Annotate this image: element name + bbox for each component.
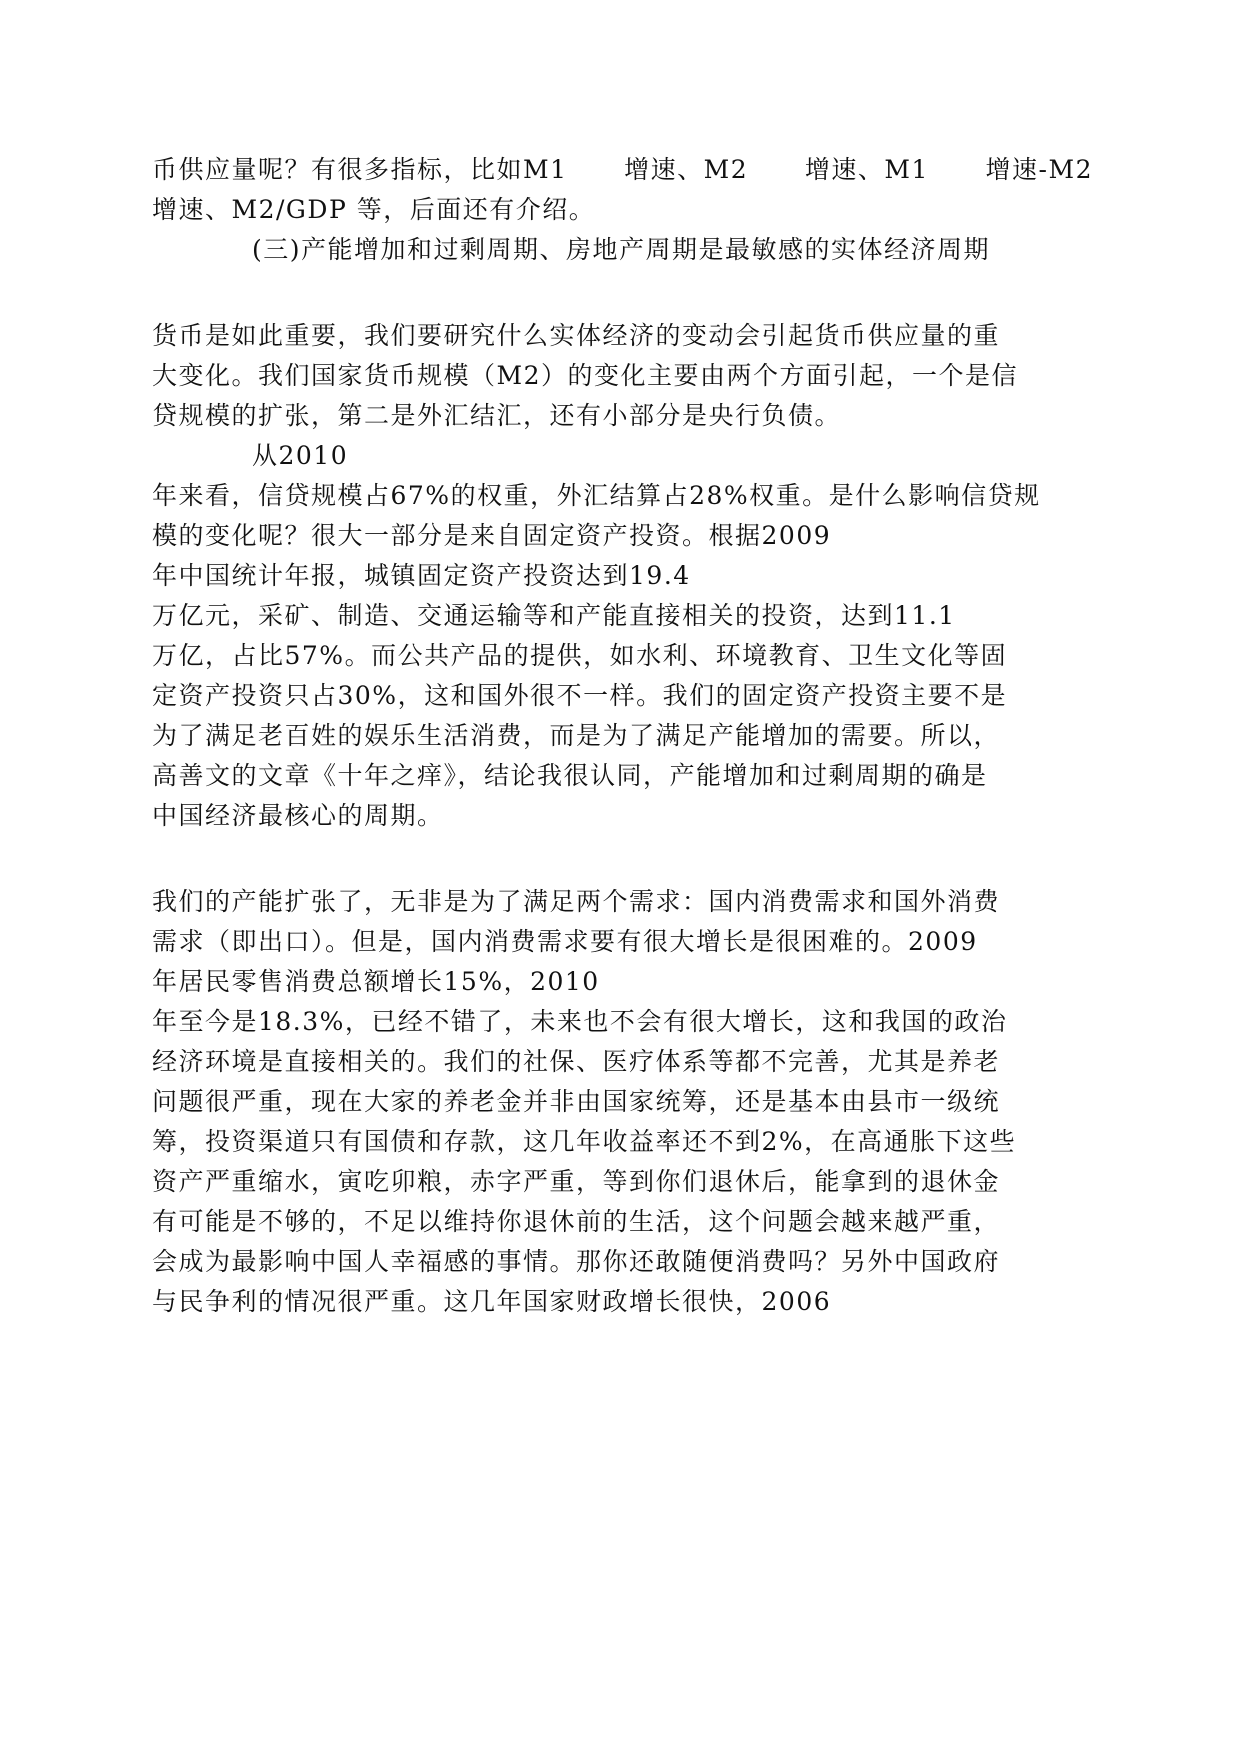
text-line: 年中国统计年报，城镇固定资产投资达到19.4 (152, 561, 691, 590)
text-line: 大变化。我们国家货币规模（M2）的变化主要由两个方面引起，一个是信 (152, 361, 1019, 390)
text-line: 万亿元，采矿、制造、交通运输等和产能直接相关的投资，达到11.1 (152, 601, 956, 630)
text-line: 从2010 (252, 441, 349, 470)
text-line: 高善文的文章《十年之痒》，结论我很认同，产能增加和过剩周期的确是 (152, 761, 988, 790)
text-line: 定资产投资只占30%，这和国外很不一样。我们的固定资产投资主要不是 (152, 681, 1008, 710)
text-line: 为了满足老百姓的娱乐生活消费，而是为了满足产能增加的需要。所以， (152, 721, 1001, 750)
text-line: 增速、M2/GDP 等，后面还有介绍。 (152, 195, 596, 224)
text-line: 年来看，信贷规模占67%的权重，外汇结算占28%权重。是什么影响信贷规 (152, 481, 1041, 510)
text-line: 问题很严重，现在大家的养老金并非由国家统筹，还是基本由县市一级统 (152, 1087, 1001, 1116)
text-line: 与民争利的情况很严重。这几年国家财政增长很快，2006 (152, 1287, 832, 1316)
text-line: 资产严重缩水，寅吃卯粮，赤字严重，等到你们退休后，能拿到的退休金 (152, 1167, 1001, 1196)
text-line: 货币是如此重要，我们要研究什么实体经济的变动会引起货币供应量的重 (152, 321, 1001, 350)
section-heading: (三)产能增加和过剩周期、房地产周期是最敏感的实体经济周期 (252, 235, 991, 264)
paragraph-gap (152, 270, 1092, 316)
text-line: 经济环境是直接相关的。我们的社保、医疗体系等都不完善，尤其是养老 (152, 1047, 1001, 1076)
text-line: 筹，投资渠道只有国债和存款，这几年收益率还不到2%，在高通胀下这些 (152, 1127, 1017, 1156)
text-line: 贷规模的扩张，第二是外汇结汇，还有小部分是央行负债。 (152, 401, 842, 430)
text-line: 年至今是18.3%，已经不错了，未来也不会有很大增长，这和我国的政治 (152, 1007, 1008, 1036)
text-line: 万亿，占比57%。而公共产品的提供，如水利、环境教育、卫生文化等固 (152, 641, 1008, 670)
text-line: 需求（即出口）。但是，国内消费需求要有很大增长是很困难的。2009 (152, 927, 978, 956)
document-page (152, 150, 1092, 1322)
text-line: 模的变化呢？很大一部分是来自固定资产投资。根据2009 (152, 521, 832, 550)
text-line: 中国经济最核心的周期。 (152, 801, 444, 830)
text-line: 年居民零售消费总额增长15%，2010 (152, 967, 600, 996)
text-line: 会成为最影响中国人幸福感的事情。那你还敢随便消费吗？另外中国政府 (152, 1247, 1001, 1276)
text-line: 我们的产能扩张了，无非是为了满足两个需求：国内消费需求和国外消费 (152, 887, 1001, 916)
text-line: 有可能是不够的，不足以维持你退休前的生活，这个问题会越来越严重， (152, 1207, 1001, 1236)
text-line: 币供应量呢？有很多指标，比如M1 增速、M2 增速、M1 增速-M2 (152, 155, 1094, 184)
paragraph-gap (152, 836, 1092, 882)
